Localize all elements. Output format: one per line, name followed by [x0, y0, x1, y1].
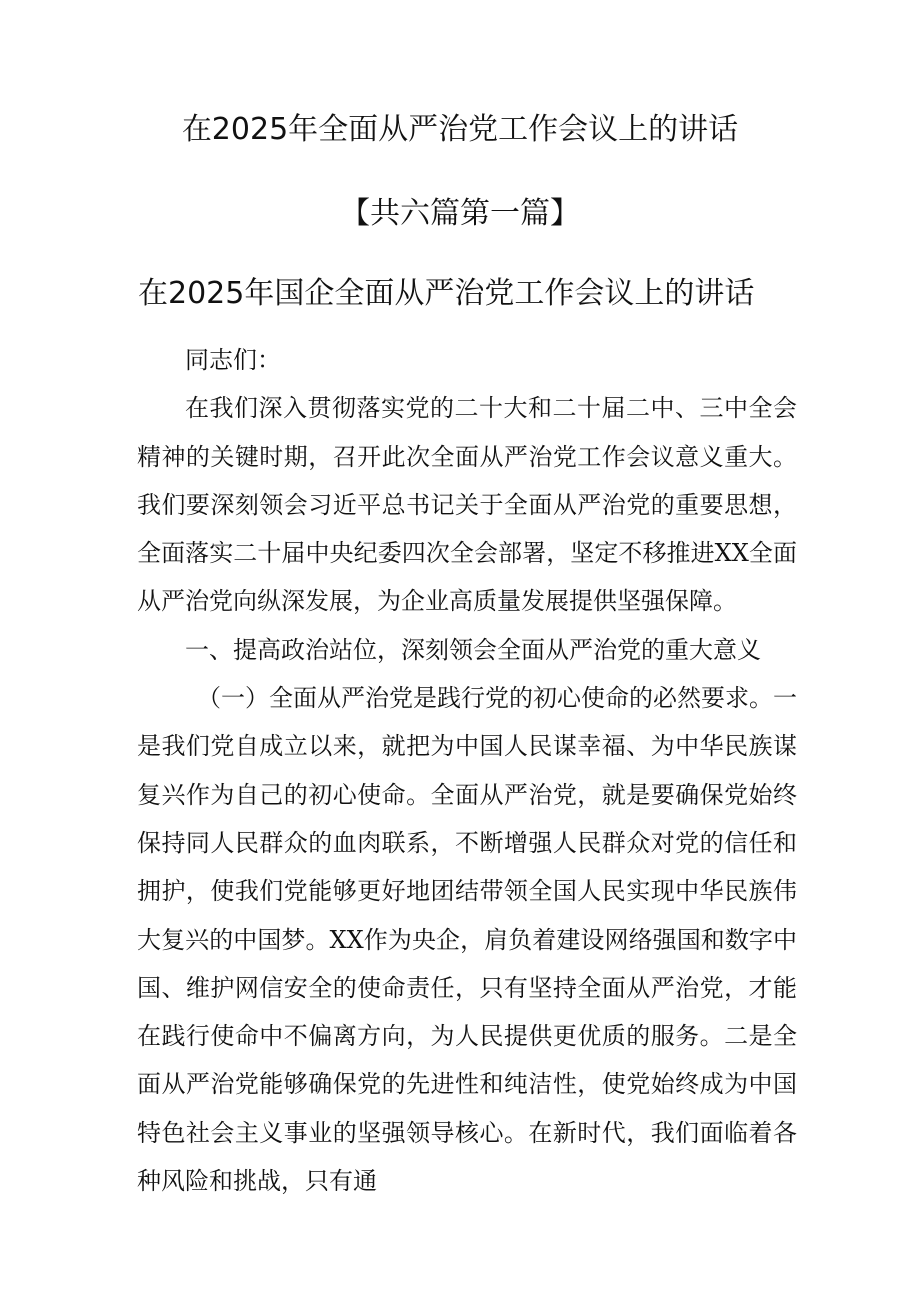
document-series-label: 【共六篇第一篇】: [340, 196, 580, 231]
document-body: [137, 336, 797, 1205]
document-main-title: 在2025年全面从严治党工作会议上的讲话: [181, 112, 739, 147]
paragraph-section-1: （一）全面从严治党是践行党的初心使命的必然要求。一是我们党自成立以来，就把为中国人民谋幸福、为中华民族谋复兴作为自己的初心使命。全面从严治党，就是要确保党始终保持同人民群众的血肉联系，不断增强人民群众对党的信任和拥护，使我们党能够更好地团结带领全国人民实现中华民族伟大复兴的中国梦。XX作为央企，肩负着建设网络强国和数字中国、维护网信安全的使命责任，只有坚持全面从严治党，才能在践行使命中不偏离方向，为人民提供更优质的服务。二是全面从严治党能够确保党的先进性和纯洁性，使党始终成为中国特色社会主义事业的坚强领导核心。在新时代，我们面临着各种风险和挑战，只有通: [137, 684, 797, 1196]
paragraph-intro: 在我们深入贯彻落实党的二十大和二十届二中、三中全会精神的关键时期，召开此次全面从严治党工作会议意义重大。我们要深刻领会习近平总书记关于全面从严治党的重要思想，全面落实二十届中央纪委四次全会部署，坚定不移推进XX全面从严治党向纵深发展，为企业高质量发展提供坚强保障。: [137, 394, 797, 616]
greeting-line: 同志们：: [185, 346, 281, 374]
section-heading-1: 一、提高政治站位，深刻领会全面从严治党的重大意义: [185, 635, 761, 664]
speech-title: 在2025年国企全面从严治党工作会议上的讲话: [138, 276, 755, 311]
